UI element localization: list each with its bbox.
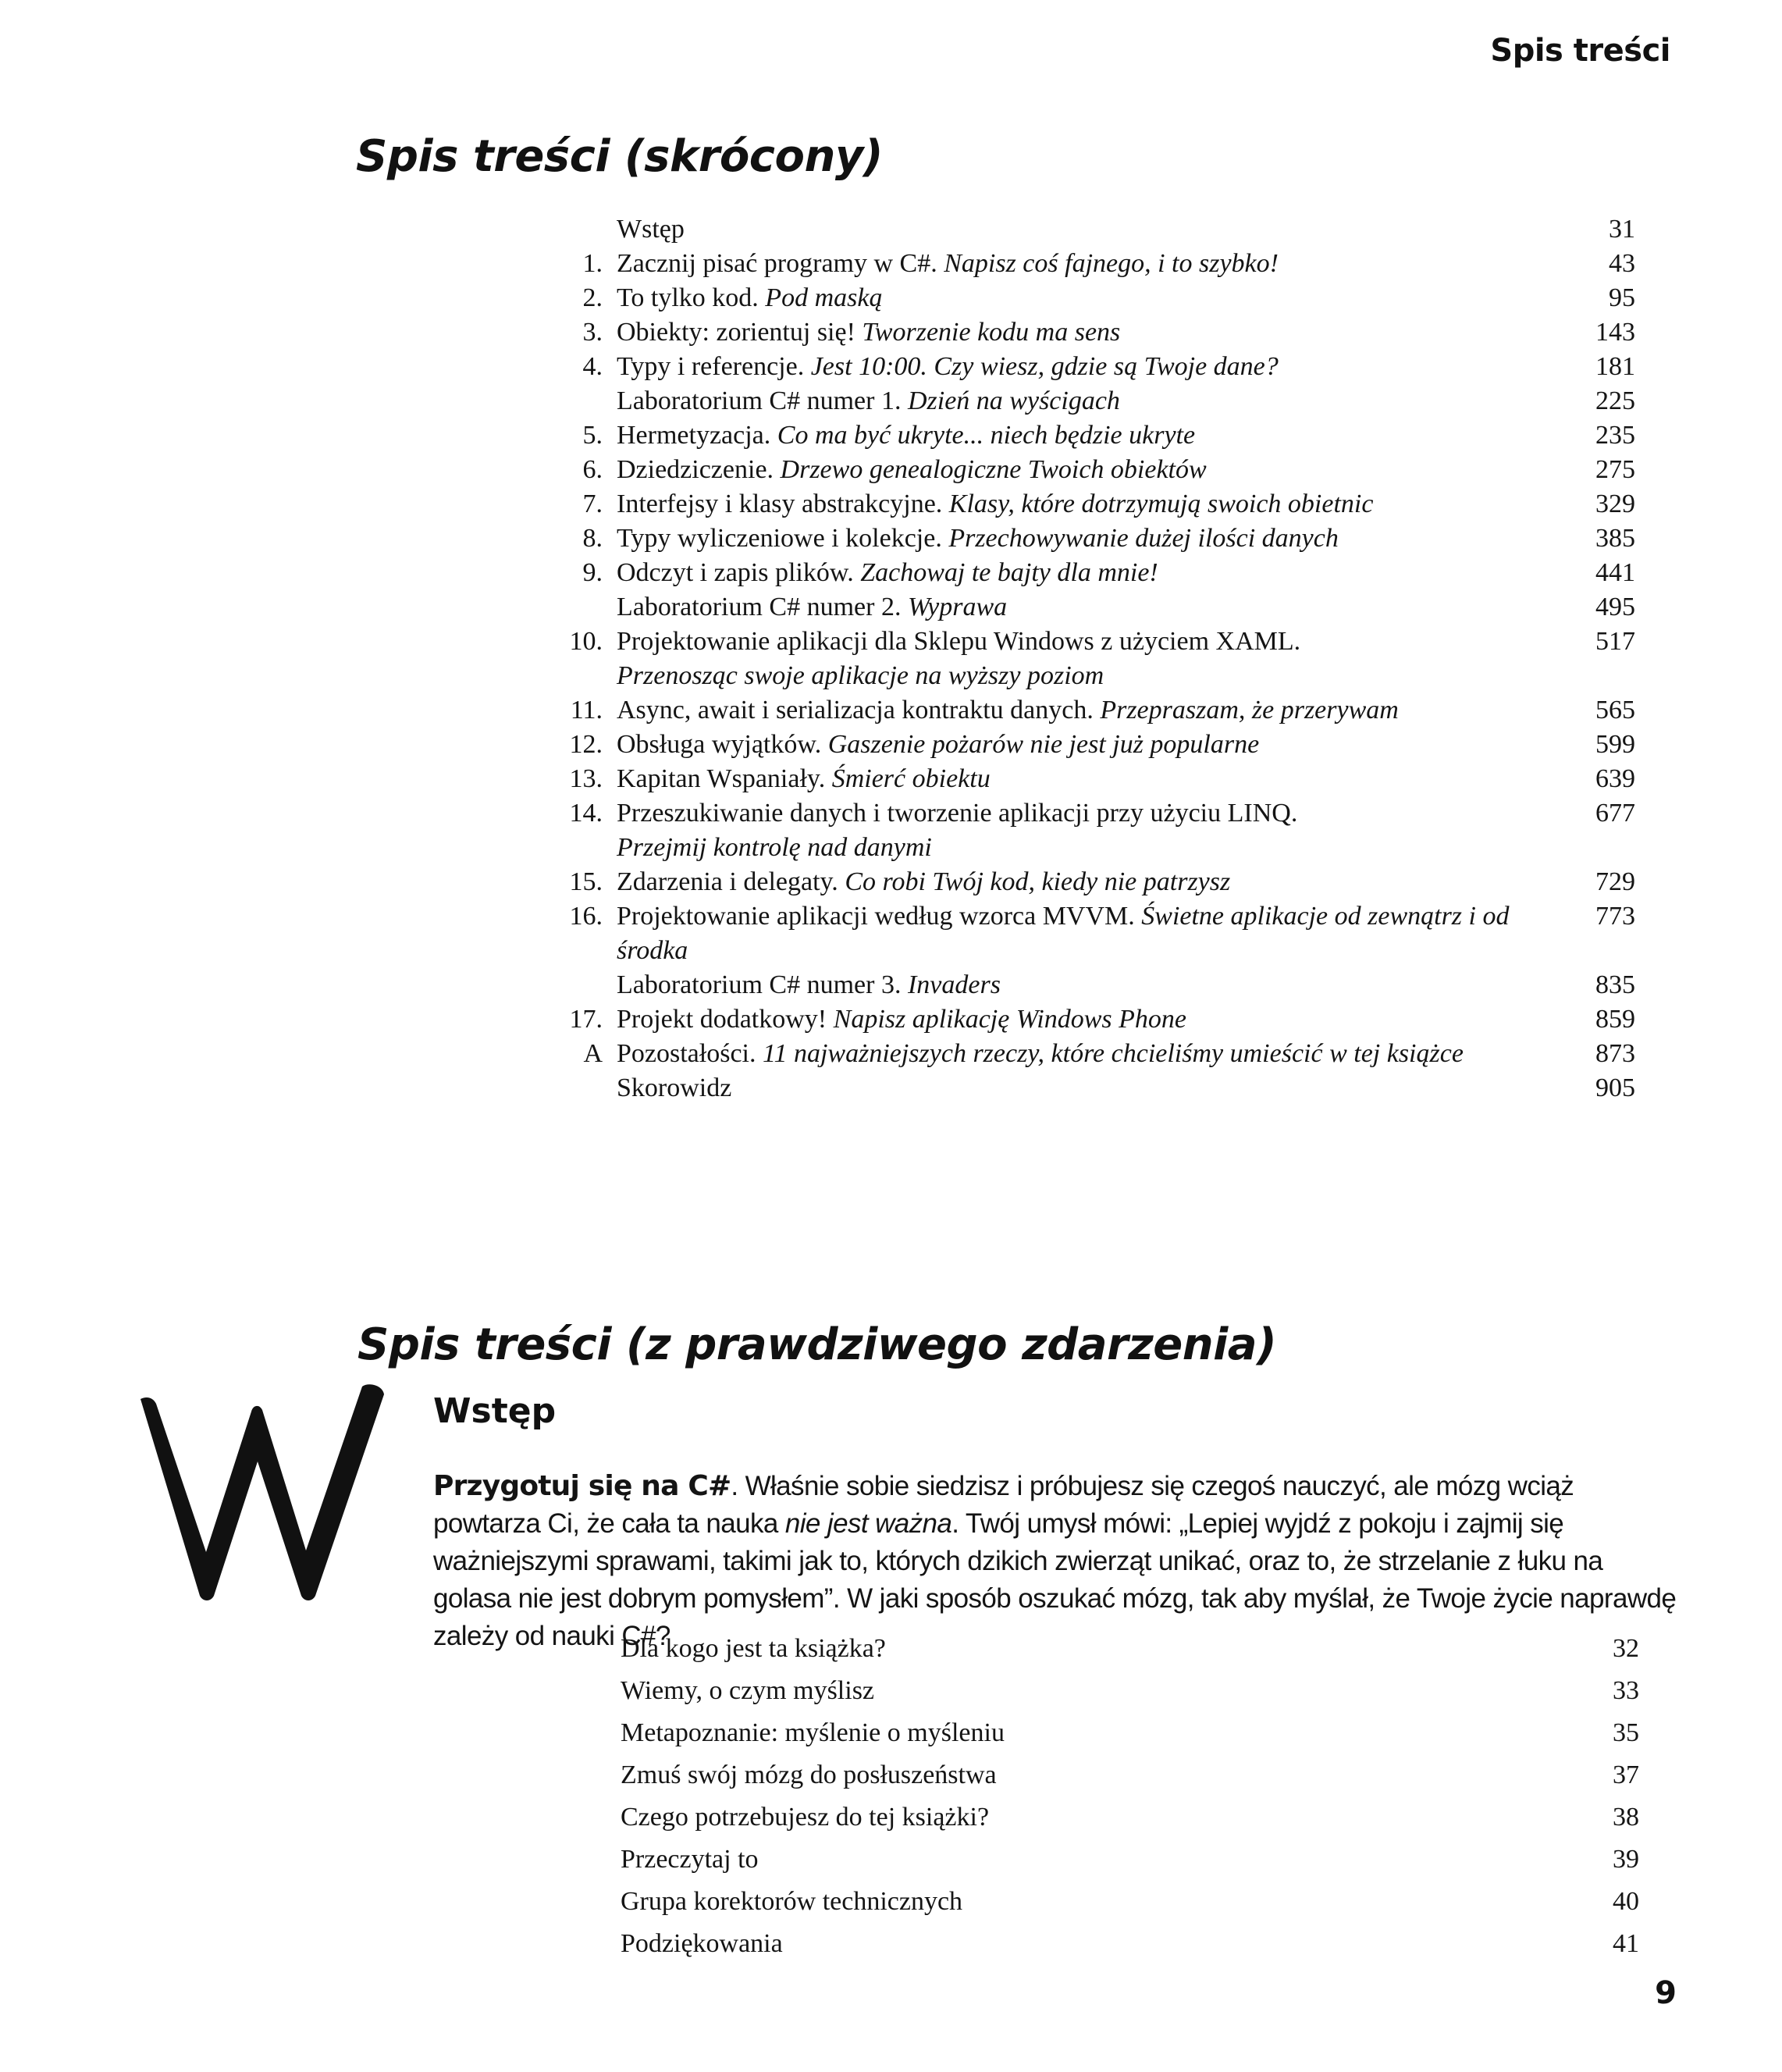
toc-entry-title: Async, await i serializacja kontraktu danych. [617, 696, 1094, 724]
toc-entry-title: Skorowidz [617, 1073, 732, 1102]
toc-entry-page: 43 [1609, 249, 1635, 278]
toc-entry-page: 729 [1595, 867, 1635, 896]
toc-entry [546, 625, 1635, 693]
intro-emphasis: nie jest ważna [784, 1508, 952, 1539]
intro-subtoc-title: Metapoznanie: myślenie o myśleniu [621, 1718, 1005, 1747]
toc-entry [546, 1071, 1635, 1105]
toc-entry-number: 3. [582, 318, 603, 347]
intro-subtoc-page: 32 [1613, 1634, 1639, 1663]
toc-entry-subtitle: Invaders [907, 970, 1001, 999]
toc-entry [546, 487, 1635, 522]
toc-entry-subtitle: Przepraszam, że przerywam [1100, 696, 1399, 724]
toc-entry-page: 275 [1595, 455, 1635, 484]
intro-lead: Przygotuj się na C# [433, 1470, 731, 1502]
toc-entry-subtitle: Napisz aplikację Windows Phone [833, 1005, 1186, 1034]
toc-entry-title: Zdarzenia i delegaty. [617, 867, 838, 896]
toc-entry-number: 2. [582, 283, 603, 312]
toc-entry-title: To tylko kod. [617, 283, 759, 312]
toc-entry-number: 13. [569, 764, 603, 793]
intro-subtoc-entry [621, 1670, 1639, 1712]
toc-entry-title: Dziedziczenie. [617, 455, 774, 484]
intro-subtoc-page: 39 [1613, 1845, 1639, 1874]
toc-entry-title: Obiekty: zorientuj się! [617, 318, 855, 347]
toc-entry-subtitle: Wyprawa [907, 593, 1008, 621]
toc-entry [546, 556, 1635, 590]
toc-entry-number: 12. [569, 730, 603, 759]
toc-entry-title: Obsługa wyjątków. [617, 730, 822, 759]
toc-entry-number: 8. [582, 524, 603, 553]
toc-entry [546, 796, 1635, 865]
intro-subtoc-title: Podziękowania [621, 1929, 783, 1958]
toc-entry-title: Przeszukiwanie danych i tworzenie aplikacji przy użyciu LINQ. [617, 799, 1298, 828]
toc-entry-title: Hermetyzacja. [617, 421, 771, 450]
toc-entry-subtitle: Gaszenie pożarów nie jest już popularne [827, 730, 1260, 759]
toc-entry-title: Odczyt i zapis plików. [617, 558, 854, 587]
intro-subtoc-entry [621, 1628, 1639, 1670]
toc-entry-title: Laboratorium C# numer 3. [617, 970, 902, 999]
short-toc-title: Spis treści (skrócony) [356, 131, 883, 182]
toc-entry-number: 5. [582, 421, 603, 450]
intro-subtoc-title: Dla kogo jest ta książka? [621, 1634, 886, 1663]
toc-entry-number: 9. [582, 558, 603, 587]
toc-entry-page: 225 [1595, 386, 1635, 415]
intro-text-1: . Właśnie sobie siedzisz i próbujesz się czegoś nauczyć, ale mózg wciąż powtarza Ci, że cała ta nauka [433, 1471, 1574, 1539]
toc-entry-title: Typy wyliczeniowe i kolekcje. [617, 524, 942, 553]
intro-subtoc [621, 1628, 1639, 1965]
toc-entry-title: Zacznij pisać programy w C#. [617, 249, 937, 278]
intro-heading: Wstęp [433, 1391, 557, 1431]
toc-entry-number: 10. [569, 627, 603, 656]
toc-entry-title: Wstęp [617, 215, 685, 244]
toc-entry-page: 143 [1595, 318, 1635, 347]
toc-entry-title: Typy i referencje. [617, 352, 805, 381]
full-toc-title: Spis treści (z prawdziwego zdarzenia) [357, 1319, 1277, 1370]
toc-entry-number: 11. [570, 696, 603, 724]
toc-entry [546, 968, 1635, 1002]
short-toc [546, 212, 1635, 1105]
intro-subtoc-entry [621, 1839, 1639, 1881]
toc-entry [546, 281, 1635, 315]
toc-entry-page: 873 [1595, 1039, 1635, 1068]
toc-entry-page: 329 [1595, 490, 1635, 518]
toc-entry [546, 350, 1635, 384]
toc-entry-subtitle: Przenosząc swoje aplikacje na wyższy poziom [617, 661, 1104, 690]
toc-entry-subtitle: Drzewo genealogiczne Twoich obiektów [780, 455, 1207, 484]
intro-paragraph [433, 1468, 1682, 1655]
toc-entry-page: 31 [1609, 215, 1635, 244]
toc-entry [546, 418, 1635, 453]
dropcap-w [134, 1380, 400, 1603]
toc-entry-subtitle: Śmierć obiektu [831, 764, 991, 793]
toc-entry-number: 4. [582, 352, 603, 381]
toc-entry-page: 599 [1595, 730, 1635, 759]
toc-entry-page: 835 [1595, 970, 1635, 999]
intro-subtoc-entry [621, 1754, 1639, 1796]
toc-entry-page: 859 [1595, 1005, 1635, 1034]
intro-subtoc-title: Czego potrzebujesz do tej książki? [621, 1803, 990, 1832]
toc-entry [546, 590, 1635, 625]
intro-subtoc-entry [621, 1712, 1639, 1754]
toc-entry [546, 728, 1635, 762]
toc-entry [546, 1037, 1635, 1071]
toc-entry-subtitle: Dzień na wyścigach [907, 386, 1120, 415]
toc-entry-subtitle: Przejmij kontrolę nad danymi [617, 833, 932, 862]
toc-entry-number: 1. [582, 249, 603, 278]
toc-entry-title: Interfejsy i klasy abstrakcyjne. [617, 490, 943, 518]
toc-entry-subtitle: Przechowywanie dużej ilości danych [948, 524, 1339, 553]
toc-entry [546, 693, 1635, 728]
toc-entry-title: Laboratorium C# numer 1. [617, 386, 902, 415]
intro-subtoc-title: Grupa korektorów technicznych [621, 1887, 963, 1916]
toc-entry-subtitle: Klasy, które dotrzymują swoich obietnic [948, 490, 1374, 518]
intro-subtoc-page: 35 [1613, 1718, 1639, 1747]
toc-entry-page: 565 [1595, 696, 1635, 724]
toc-entry-page: 181 [1595, 352, 1635, 381]
toc-entry-title: Projektowanie aplikacji dla Sklepu Windows z użyciem XAML. [617, 627, 1301, 656]
toc-entry [546, 1002, 1635, 1037]
toc-entry [546, 247, 1635, 281]
intro-subtoc-page: 40 [1613, 1887, 1639, 1916]
toc-entry-page: 385 [1595, 524, 1635, 553]
intro-subtoc-entry [621, 1881, 1639, 1923]
toc-entry-subtitle: Świetne aplikacje od zewnątrz i od środka [617, 902, 1510, 965]
intro-subtoc-entry [621, 1796, 1639, 1839]
toc-entry-title: Laboratorium C# numer 2. [617, 593, 902, 621]
dropcap-letter: W [134, 1380, 135, 1381]
intro-subtoc-title: Zmuś swój mózg do posłuszeństwa [621, 1760, 997, 1789]
toc-entry-subtitle: Tworzenie kodu ma sens [862, 318, 1121, 347]
toc-entry-number: 17. [569, 1005, 603, 1034]
toc-entry-number: 16. [569, 902, 603, 931]
toc-entry-page: 905 [1595, 1073, 1635, 1102]
toc-entry-page: 495 [1595, 593, 1635, 621]
toc-entry-subtitle: Pod maską [765, 283, 883, 312]
toc-entry-number: 15. [569, 867, 603, 896]
toc-entry-number: A [583, 1039, 603, 1068]
toc-entry-page: 677 [1595, 799, 1635, 828]
intro-subtoc-title: Przeczytaj to [621, 1845, 759, 1874]
toc-entry-page: 95 [1609, 283, 1635, 312]
intro-subtoc-page: 38 [1613, 1803, 1639, 1832]
toc-entry-subtitle: Jest 10:00. Czy wiesz, gdzie są Twoje dane? [810, 352, 1279, 381]
toc-entry [546, 384, 1635, 418]
toc-entry [546, 865, 1635, 899]
toc-entry-subtitle: Zachowaj te bajty dla mnie! [860, 558, 1158, 587]
intro-subtoc-entry [621, 1923, 1639, 1965]
toc-entry-number: 7. [582, 490, 603, 518]
toc-entry-subtitle: 11 najważniejszych rzeczy, które chcieliśmy umieścić w tej książce [762, 1039, 1464, 1068]
toc-entry-title: Kapitan Wspaniały. [617, 764, 826, 793]
page-number: 9 [1655, 1975, 1677, 2011]
running-head: Spis treści [1490, 33, 1670, 69]
toc-entry-number: 6. [582, 455, 603, 484]
toc-entry-number: 14. [569, 799, 603, 828]
toc-entry [546, 522, 1635, 556]
toc-entry [546, 453, 1635, 487]
toc-entry [546, 899, 1635, 968]
toc-entry [546, 315, 1635, 350]
toc-entry [546, 762, 1635, 796]
intro-subtoc-page: 37 [1613, 1760, 1639, 1789]
toc-entry-page: 441 [1595, 558, 1635, 587]
toc-entry-title: Projekt dodatkowy! [617, 1005, 827, 1034]
toc-entry-title: Projektowanie aplikacji według wzorca MVVM. [617, 902, 1135, 931]
toc-entry-subtitle: Co robi Twój kod, kiedy nie patrzysz [845, 867, 1231, 896]
intro-text-2: . Twój umysł mówi: „Lepiej wyjdź z pokoju i zajmij się ważniejszymi sprawami, takimi jak to, których dzikich zwierząt unikać, oraz to, że strzelanie z łuku na golasa nie jest dobrym pomysłem”. W jaki sposób oszukać mózg, tak aby myślał, że Twoje życie naprawdę zależy od nauki C#? [433, 1508, 1677, 1651]
intro-subtoc-page: 33 [1613, 1676, 1639, 1705]
toc-entry [546, 212, 1635, 247]
toc-entry-page: 517 [1595, 627, 1635, 656]
toc-entry-page: 235 [1595, 421, 1635, 450]
toc-entry-title: Pozostałości. [617, 1039, 756, 1068]
toc-entry-page: 773 [1595, 902, 1635, 931]
toc-entry-subtitle: Napisz coś fajnego, i to szybko! [944, 249, 1279, 278]
intro-subtoc-title: Wiemy, o czym myślisz [621, 1676, 875, 1705]
toc-entry-subtitle: Co ma być ukryte... niech będzie ukryte [777, 421, 1196, 450]
intro-subtoc-page: 41 [1613, 1929, 1639, 1958]
toc-entry-page: 639 [1595, 764, 1635, 793]
